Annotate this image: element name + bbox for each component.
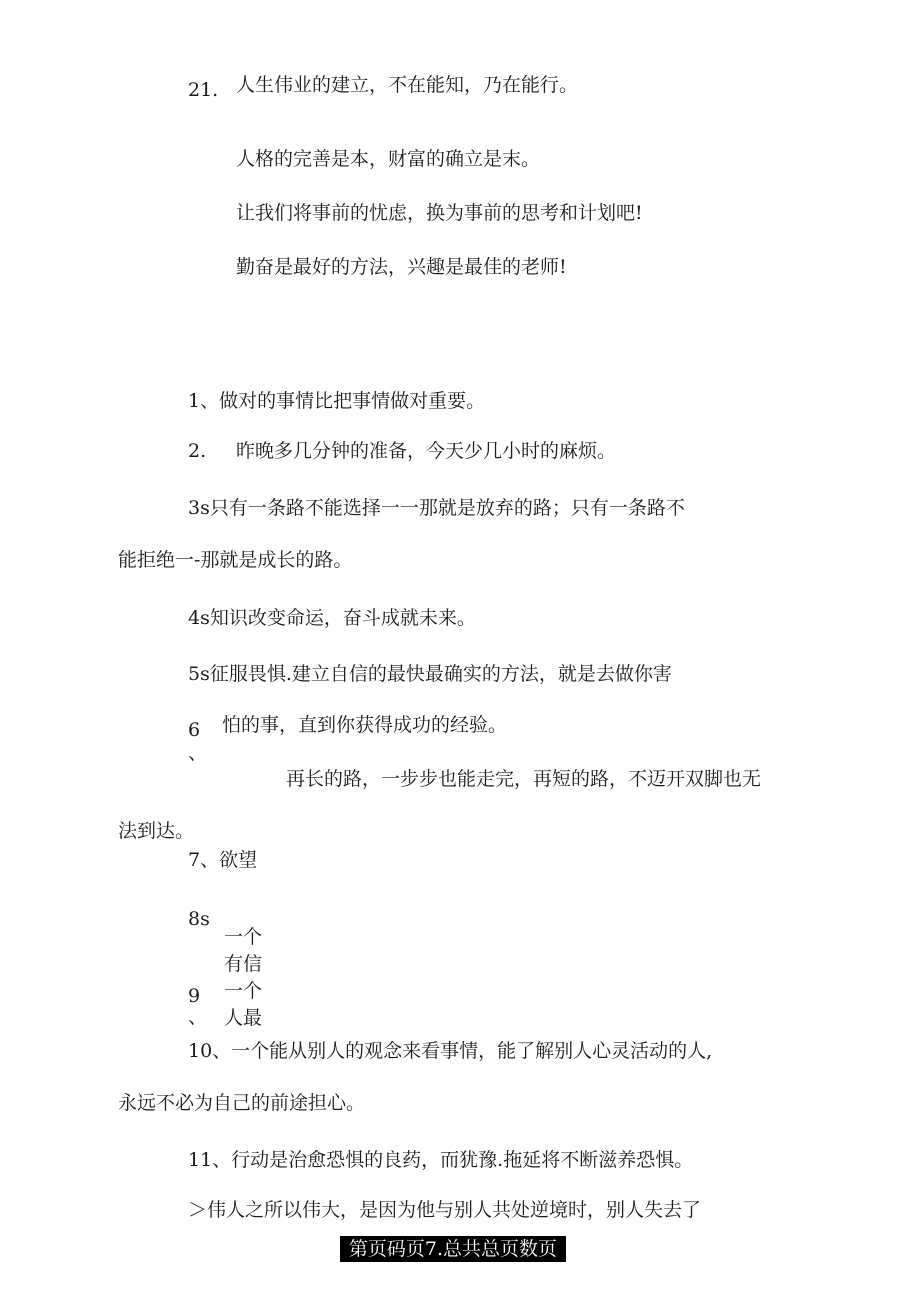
list-item-9-fragment-b: 人最 [224,1007,263,1029]
list-item-3-line-1: 3s只有一条路不能选择一一那就是放弃的路；只有一条路不 [188,497,685,519]
list-item-6-number: 6 [188,719,201,741]
list-item-10-line-2: 永远不必为自己的前途担心。 [118,1092,366,1114]
list-item-2-number: 2. [188,440,207,462]
list-item-7: 7、欲望 [188,849,258,871]
list-item-6-line-1: 再长的路，一步步也能走完，再短的路，不迈开双脚也无 [286,768,762,790]
list-item-8-fragment-b: 有信 [224,953,263,975]
motto-line-c: 勤奋是最好的方法，兴趣是最佳的老师! [236,256,567,278]
motto-line-b: 让我们将事前的忧虑，换为事前的思考和计划吧! [236,202,643,224]
list-item-2-text: 昨晚多几分钟的准备，今天少几小时的麻烦。 [236,440,617,462]
item-21-text: 人生伟业的建立，不在能知，乃在能行。 [236,74,579,96]
list-item-5-line-2: 怕的事，直到你获得成功的经验。 [222,714,508,736]
list-item-3-line-2: 能拒绝一-那就是成长的路。 [118,549,353,571]
list-item-6-line-2: 法到达。 [118,820,195,842]
list-item-4: 4s知识改变命运，奋斗成就未来。 [188,607,476,629]
page-footer-label: 第页码页7.总共总页数页 [340,1236,566,1262]
list-item-1: 1、做对的事情比把事情做对重要。 [188,390,486,412]
list-item-9-number: 9 [188,985,201,1007]
list-item-9-mark: 、 [188,1006,208,1028]
list-item-10-line-1: 10、一个能从别人的观念来看事情，能了解别人心灵活动的人, [188,1040,713,1062]
item-21-number: 21. [188,79,219,101]
list-item-6-mark: 、 [188,742,208,764]
motto-line-a: 人格的完善是本，财富的确立是末。 [236,148,541,170]
list-item-9-fragment-a: 一个 [224,980,263,1002]
list-item-5-line-1: 5s征服畏惧.建立自信的最快最确实的方法，就是去做你害 [188,663,672,685]
list-item-11: 11、行动是治愈恐惧的良药，而犹豫.拖延将不断滋养恐惧。 [188,1149,694,1171]
list-item-8-fragment-a: 一个 [224,926,263,948]
list-item-12-line-1: ＞伟人之所以伟大，是因为他与别人共处逆境时，别人失去了 [188,1199,702,1221]
list-item-8-number: 8s [188,908,210,930]
